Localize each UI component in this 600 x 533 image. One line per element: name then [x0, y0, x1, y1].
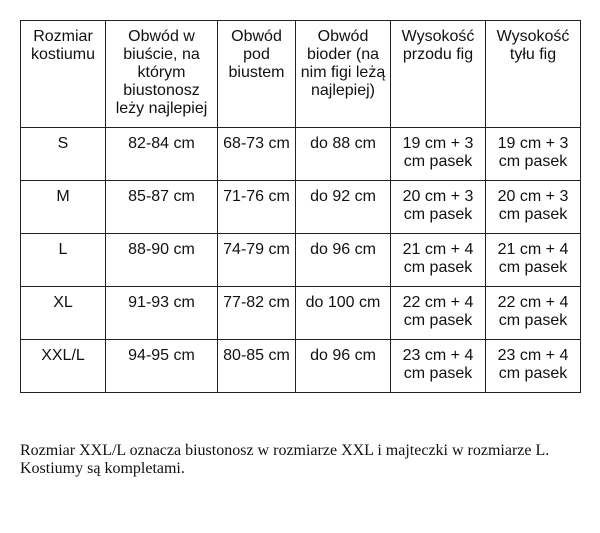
cell-front-height: 20 cm + 3 cm pasek	[391, 181, 486, 234]
table-row	[21, 287, 581, 340]
cell-bust: 91-93 cm	[106, 287, 218, 340]
cell-underbust: 71-76 cm	[218, 181, 296, 234]
note-line-xxl-explanation: Rozmiar XXL/L oznacza biustonosz w rozmiarze XXL i majteczki w rozmiarze L.	[20, 442, 550, 459]
header-back-height: Wysokość tyłu fig	[486, 21, 581, 128]
size-chart-table	[20, 20, 581, 393]
cell-underbust: 77-82 cm	[218, 287, 296, 340]
size-note	[20, 442, 585, 478]
table-row	[21, 234, 581, 287]
header-size: Rozmiar kostiumu	[21, 21, 106, 128]
header-hip-circumference: Obwód bioder (na nim figi leżą najlepiej)	[296, 21, 391, 128]
cell-hips: do 96 cm	[296, 340, 391, 393]
cell-underbust: 80-85 cm	[218, 340, 296, 393]
cell-bust: 88-90 cm	[106, 234, 218, 287]
cell-back-height: 19 cm + 3 cm pasek	[486, 128, 581, 181]
cell-hips: do 100 cm	[296, 287, 391, 340]
cell-hips: do 92 cm	[296, 181, 391, 234]
table-row	[21, 181, 581, 234]
cell-back-height: 22 cm + 4 cm pasek	[486, 287, 581, 340]
cell-front-height: 19 cm + 3 cm pasek	[391, 128, 486, 181]
header-bust-circumference: Obwód w biuście, na którym biustonosz leży najlepiej	[106, 21, 218, 128]
note-line-sets: Kostiumy są kompletami.	[20, 460, 185, 477]
cell-back-height: 20 cm + 3 cm pasek	[486, 181, 581, 234]
cell-front-height: 22 cm + 4 cm pasek	[391, 287, 486, 340]
cell-size: M	[21, 181, 106, 234]
table-header-row	[21, 21, 581, 128]
cell-front-height: 21 cm + 4 cm pasek	[391, 234, 486, 287]
cell-underbust: 74-79 cm	[218, 234, 296, 287]
cell-back-height: 21 cm + 4 cm pasek	[486, 234, 581, 287]
table-row	[21, 128, 581, 181]
cell-size: XXL/L	[21, 340, 106, 393]
cell-size: L	[21, 234, 106, 287]
cell-bust: 82-84 cm	[106, 128, 218, 181]
table-row	[21, 340, 581, 393]
cell-underbust: 68-73 cm	[218, 128, 296, 181]
header-front-height: Wysokość przodu fig	[391, 21, 486, 128]
cell-bust: 85-87 cm	[106, 181, 218, 234]
cell-front-height: 23 cm + 4 cm pasek	[391, 340, 486, 393]
cell-size: S	[21, 128, 106, 181]
cell-hips: do 96 cm	[296, 234, 391, 287]
cell-size: XL	[21, 287, 106, 340]
cell-bust: 94-95 cm	[106, 340, 218, 393]
cell-hips: do 88 cm	[296, 128, 391, 181]
header-underbust-circumference: Obwód pod biustem	[218, 21, 296, 128]
cell-back-height: 23 cm + 4 cm pasek	[486, 340, 581, 393]
